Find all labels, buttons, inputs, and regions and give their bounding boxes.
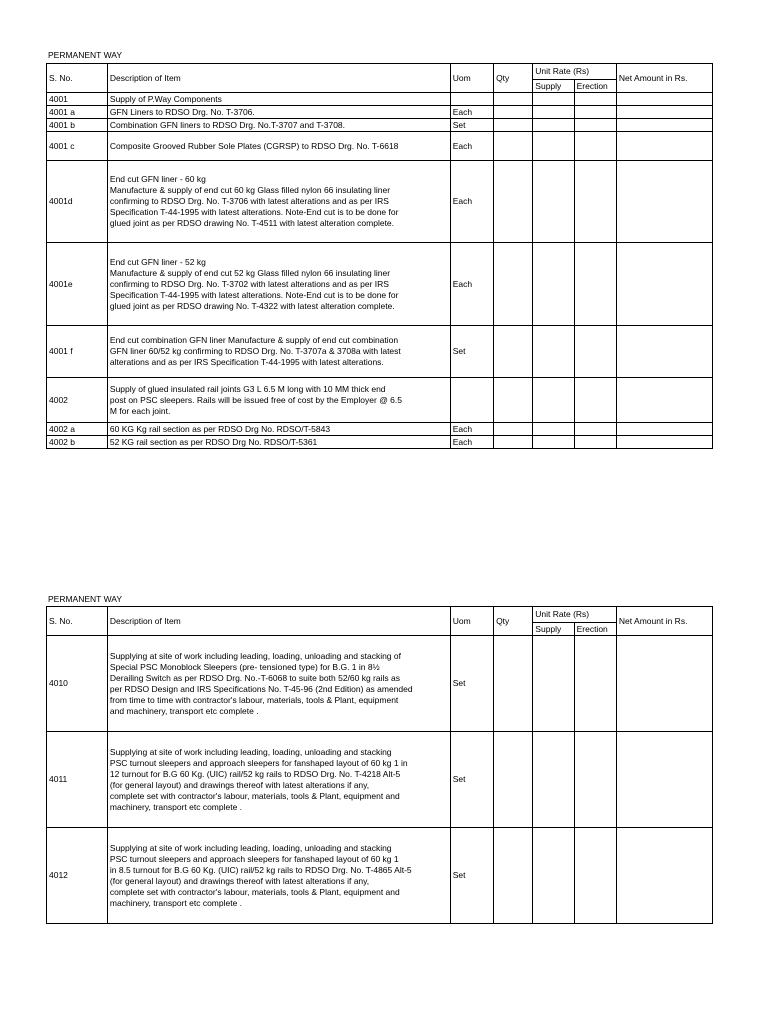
description-line: (for general layout) and drawings thereof with latest alterations if any, (109, 875, 370, 886)
description-line: confirming to RDSO Drg. No. T-3706 with latest alterations and as per IRS (109, 196, 389, 206)
table-row (47, 636, 713, 732)
erection-rate-cell (574, 161, 616, 243)
table-row (47, 106, 713, 119)
uom-cell: Each (450, 423, 493, 436)
sno-cell: 4001d (47, 161, 108, 243)
erection-rate-cell (574, 132, 616, 161)
uom-cell: Each (450, 436, 493, 449)
qty-cell (494, 436, 533, 449)
header-net-amount: Net Amount in Rs. (616, 607, 712, 636)
supply-rate-cell (533, 636, 574, 732)
qty-cell (494, 106, 533, 119)
description-line: 12 turnout for B.G 60 Kg. (UIC) rail/52 kg rails to RDSO Drg. No. T-4218 Alt-5 (109, 768, 401, 779)
sno-cell: 4001 (47, 93, 108, 106)
supply-rate-cell (533, 732, 574, 828)
supply-rate-cell (533, 119, 574, 132)
header-uom: Uom (450, 607, 493, 636)
uom-cell: Each (450, 243, 493, 326)
header-unit-rate: Unit Rate (Rs) (533, 607, 617, 623)
description-line: Derailing Switch as per RDSO Drg. No.-T-6068 to suite both 52/60 kg rails as (109, 672, 400, 683)
sno-cell: 4011 (47, 732, 108, 828)
qty-cell (494, 161, 533, 243)
sno-cell: 4001 f (47, 326, 108, 378)
net-amount-cell (616, 378, 712, 423)
qty-cell (494, 636, 533, 732)
uom-cell: Set (450, 828, 493, 924)
supply-rate-cell (533, 106, 574, 119)
qty-cell (494, 828, 533, 924)
description-line: post on PSC sleepers. Rails will be issued free of cost by the Employer @ 6.5 (109, 394, 403, 405)
description-line: GFN Liners to RDSO Drg. No. T-3706. (109, 106, 255, 117)
qty-cell (494, 326, 533, 378)
table-row (47, 161, 713, 243)
erection-rate-cell (574, 732, 616, 828)
header-description: Description of Item (107, 64, 450, 93)
net-amount-cell (616, 732, 712, 828)
table-row (47, 243, 713, 326)
header-qty: Qty (494, 64, 533, 93)
description-cell (107, 378, 450, 423)
header-supply: Supply (533, 623, 574, 636)
net-amount-cell (616, 636, 712, 732)
erection-rate-cell (574, 828, 616, 924)
header-supply: Supply (533, 80, 574, 93)
description-cell (107, 106, 450, 119)
description-line: complete set with contractor's labour, materials, tools & Plant, equipment and (109, 886, 400, 897)
header-erection: Erection (574, 80, 616, 93)
description-line: Specification T-44-1995 with latest alterations. Note-End cut is to be done for (109, 289, 399, 300)
description-line: End cut GFN liner - 52 kg (109, 256, 206, 267)
description-line: from time to time with contractor's labour, materials, tools & Plant, equipment (109, 694, 399, 705)
description-line: machinery, transport etc complete . (109, 897, 243, 908)
header-description: Description of Item (107, 607, 450, 636)
description-line: End cut combination GFN liner Manufacture & supply of end cut combination (109, 335, 399, 345)
description-line: 60 KG Kg rail section as per RDSO Drg No. RDSO/T-5843 (109, 423, 331, 434)
table-row (47, 119, 713, 132)
net-amount-cell (616, 243, 712, 326)
erection-rate-cell (574, 378, 616, 423)
boq-table (46, 606, 713, 924)
uom-cell (450, 378, 493, 423)
erection-rate-cell (574, 423, 616, 436)
supply-rate-cell (533, 436, 574, 449)
description-line: Supplying at site of work including leading, loading, unloading and stacking (109, 746, 392, 757)
header-erection: Erection (574, 623, 616, 636)
description-line: 52 KG rail section as per RDSO Drg No. RDSO/T-5361 (109, 436, 318, 447)
description-line: Manufacture & supply of end cut 60 kg Glass filled nylon 66 insulating liner (109, 185, 391, 195)
uom-cell (450, 93, 493, 106)
description-cell (107, 326, 450, 378)
supply-rate-cell (533, 243, 574, 326)
erection-rate-cell (574, 93, 616, 106)
description-line: End cut GFN liner - 60 kg (109, 174, 206, 184)
qty-cell (494, 243, 533, 326)
description-line: Supply of P.Way Components (109, 93, 222, 104)
description-cell (107, 828, 450, 924)
description-line: glued joint as per RDSO drawing No. T-4322 with latest alteration complete. (109, 300, 395, 311)
description-line: M for each joint. (109, 405, 171, 416)
net-amount-cell (616, 423, 712, 436)
qty-cell (494, 93, 533, 106)
description-cell (107, 93, 450, 106)
description-line: GFN liner 60/52 kg confirming to RDSO Drg. No. T-3707a & 3708a with latest (109, 346, 401, 356)
description-cell (107, 423, 450, 436)
uom-cell: Set (450, 732, 493, 828)
erection-rate-cell (574, 119, 616, 132)
sno-cell: 4001e (47, 243, 108, 326)
header-sno: S. No. (47, 607, 108, 636)
description-line: per RDSO Design and IRS Specifications No. T-45-96 (2nd Edition) as amended (109, 683, 413, 694)
net-amount-cell (616, 132, 712, 161)
net-amount-cell (616, 119, 712, 132)
net-amount-cell (616, 161, 712, 243)
description-line: Specification T-44-1995 with latest alterations. Note-End cut is to be done for (109, 207, 399, 217)
table-row (47, 732, 713, 828)
sno-cell: 4001 a (47, 106, 108, 119)
description-cell (107, 436, 450, 449)
description-line: complete set with contractor's labour, materials, tools & Plant, equipment and (109, 790, 400, 801)
header-unit-rate: Unit Rate (Rs) (533, 64, 617, 80)
erection-rate-cell (574, 326, 616, 378)
description-line: Supplying at site of work including leading, loading, unloading and stacking of (109, 650, 401, 661)
description-line: Supply of glued insulated rail joints G3 L 6.5 M long with 10 MM thick end (109, 383, 386, 394)
erection-rate-cell (574, 636, 616, 732)
uom-cell: Each (450, 132, 493, 161)
qty-cell (494, 132, 533, 161)
supply-rate-cell (533, 326, 574, 378)
description-cell (107, 119, 450, 132)
header-uom: Uom (450, 64, 493, 93)
sno-cell: 4012 (47, 828, 108, 924)
description-cell (107, 732, 450, 828)
sno-cell: 4001 b (47, 119, 108, 132)
supply-rate-cell (533, 423, 574, 436)
sno-cell: 4002 (47, 378, 108, 423)
description-line: Manufacture & supply of end cut 52 kg Glass filled nylon 66 insulating liner (109, 267, 391, 278)
description-cell (107, 243, 450, 326)
sno-cell: 4010 (47, 636, 108, 732)
net-amount-cell (616, 106, 712, 119)
section-title: PERMANENT WAY (48, 594, 122, 604)
sno-cell: 4001 c (47, 132, 108, 161)
supply-rate-cell (533, 161, 574, 243)
description-cell (107, 161, 450, 243)
description-line: (for general layout) and drawings thereof with latest alterations if any, (109, 779, 370, 790)
table-row (47, 828, 713, 924)
description-line: Combination GFN liners to RDSO Drg. No.T-3707 and T-3708. (109, 119, 346, 130)
description-line: PSC turnout sleepers and approach sleepers for fanshaped layout of 60 kg 1 in (109, 757, 408, 768)
description-line: machinery, transport etc complete . (109, 801, 243, 812)
description-line: Supplying at site of work including leading, loading, unloading and stacking (109, 842, 392, 853)
supply-rate-cell (533, 378, 574, 423)
net-amount-cell (616, 436, 712, 449)
uom-cell: Each (450, 106, 493, 119)
uom-cell: Set (450, 119, 493, 132)
description-line: confirming to RDSO Drg. No. T-3702 with latest alterations and as per IRS (109, 278, 389, 289)
qty-cell (494, 119, 533, 132)
uom-cell: Set (450, 326, 493, 378)
qty-cell (494, 423, 533, 436)
erection-rate-cell (574, 243, 616, 326)
header-net-amount: Net Amount in Rs. (616, 64, 712, 93)
header-qty: Qty (494, 607, 533, 636)
boq-table (46, 63, 713, 449)
description-line: in 8.5 turnout for B.G 60 Kg. (UIC) rail/52 kg rails to RDSO Drg. No. T-4865 Alt-5 (109, 864, 412, 875)
description-line: Special PSC Monoblock Sleepers (pre- tensioned type) for B.G. 1 in 8½ (109, 661, 380, 672)
description-line: and machinery, transport etc complete . (109, 705, 259, 716)
description-cell (107, 636, 450, 732)
table-row (47, 423, 713, 436)
table-row (47, 132, 713, 161)
uom-cell: Set (450, 636, 493, 732)
supply-rate-cell (533, 828, 574, 924)
header-sno: S. No. (47, 64, 108, 93)
table-row (47, 93, 713, 106)
net-amount-cell (616, 93, 712, 106)
description-cell (107, 132, 450, 161)
sno-cell: 4002 a (47, 423, 108, 436)
net-amount-cell (616, 828, 712, 924)
qty-cell (494, 732, 533, 828)
erection-rate-cell (574, 106, 616, 119)
net-amount-cell (616, 326, 712, 378)
uom-cell: Each (450, 161, 493, 243)
supply-rate-cell (533, 132, 574, 161)
description-line: glued joint as per RDSO drawing No. T-4511 with latest alteration complete. (109, 218, 395, 228)
description-line: PSC turnout sleepers and approach sleepers for fanshaped layout of 60 kg 1 (109, 853, 399, 864)
erection-rate-cell (574, 436, 616, 449)
table-row (47, 378, 713, 423)
table-row (47, 436, 713, 449)
description-line: alterations and as per IRS Specification T-44-1995 with latest alterations. (109, 357, 384, 367)
description-line: Composite Grooved Rubber Sole Plates (CGRSP) to RDSO Drg. No. T-6618 (109, 140, 399, 151)
table-row (47, 326, 713, 378)
section-title: PERMANENT WAY (48, 50, 122, 60)
supply-rate-cell (533, 93, 574, 106)
qty-cell (494, 378, 533, 423)
sno-cell: 4002 b (47, 436, 108, 449)
